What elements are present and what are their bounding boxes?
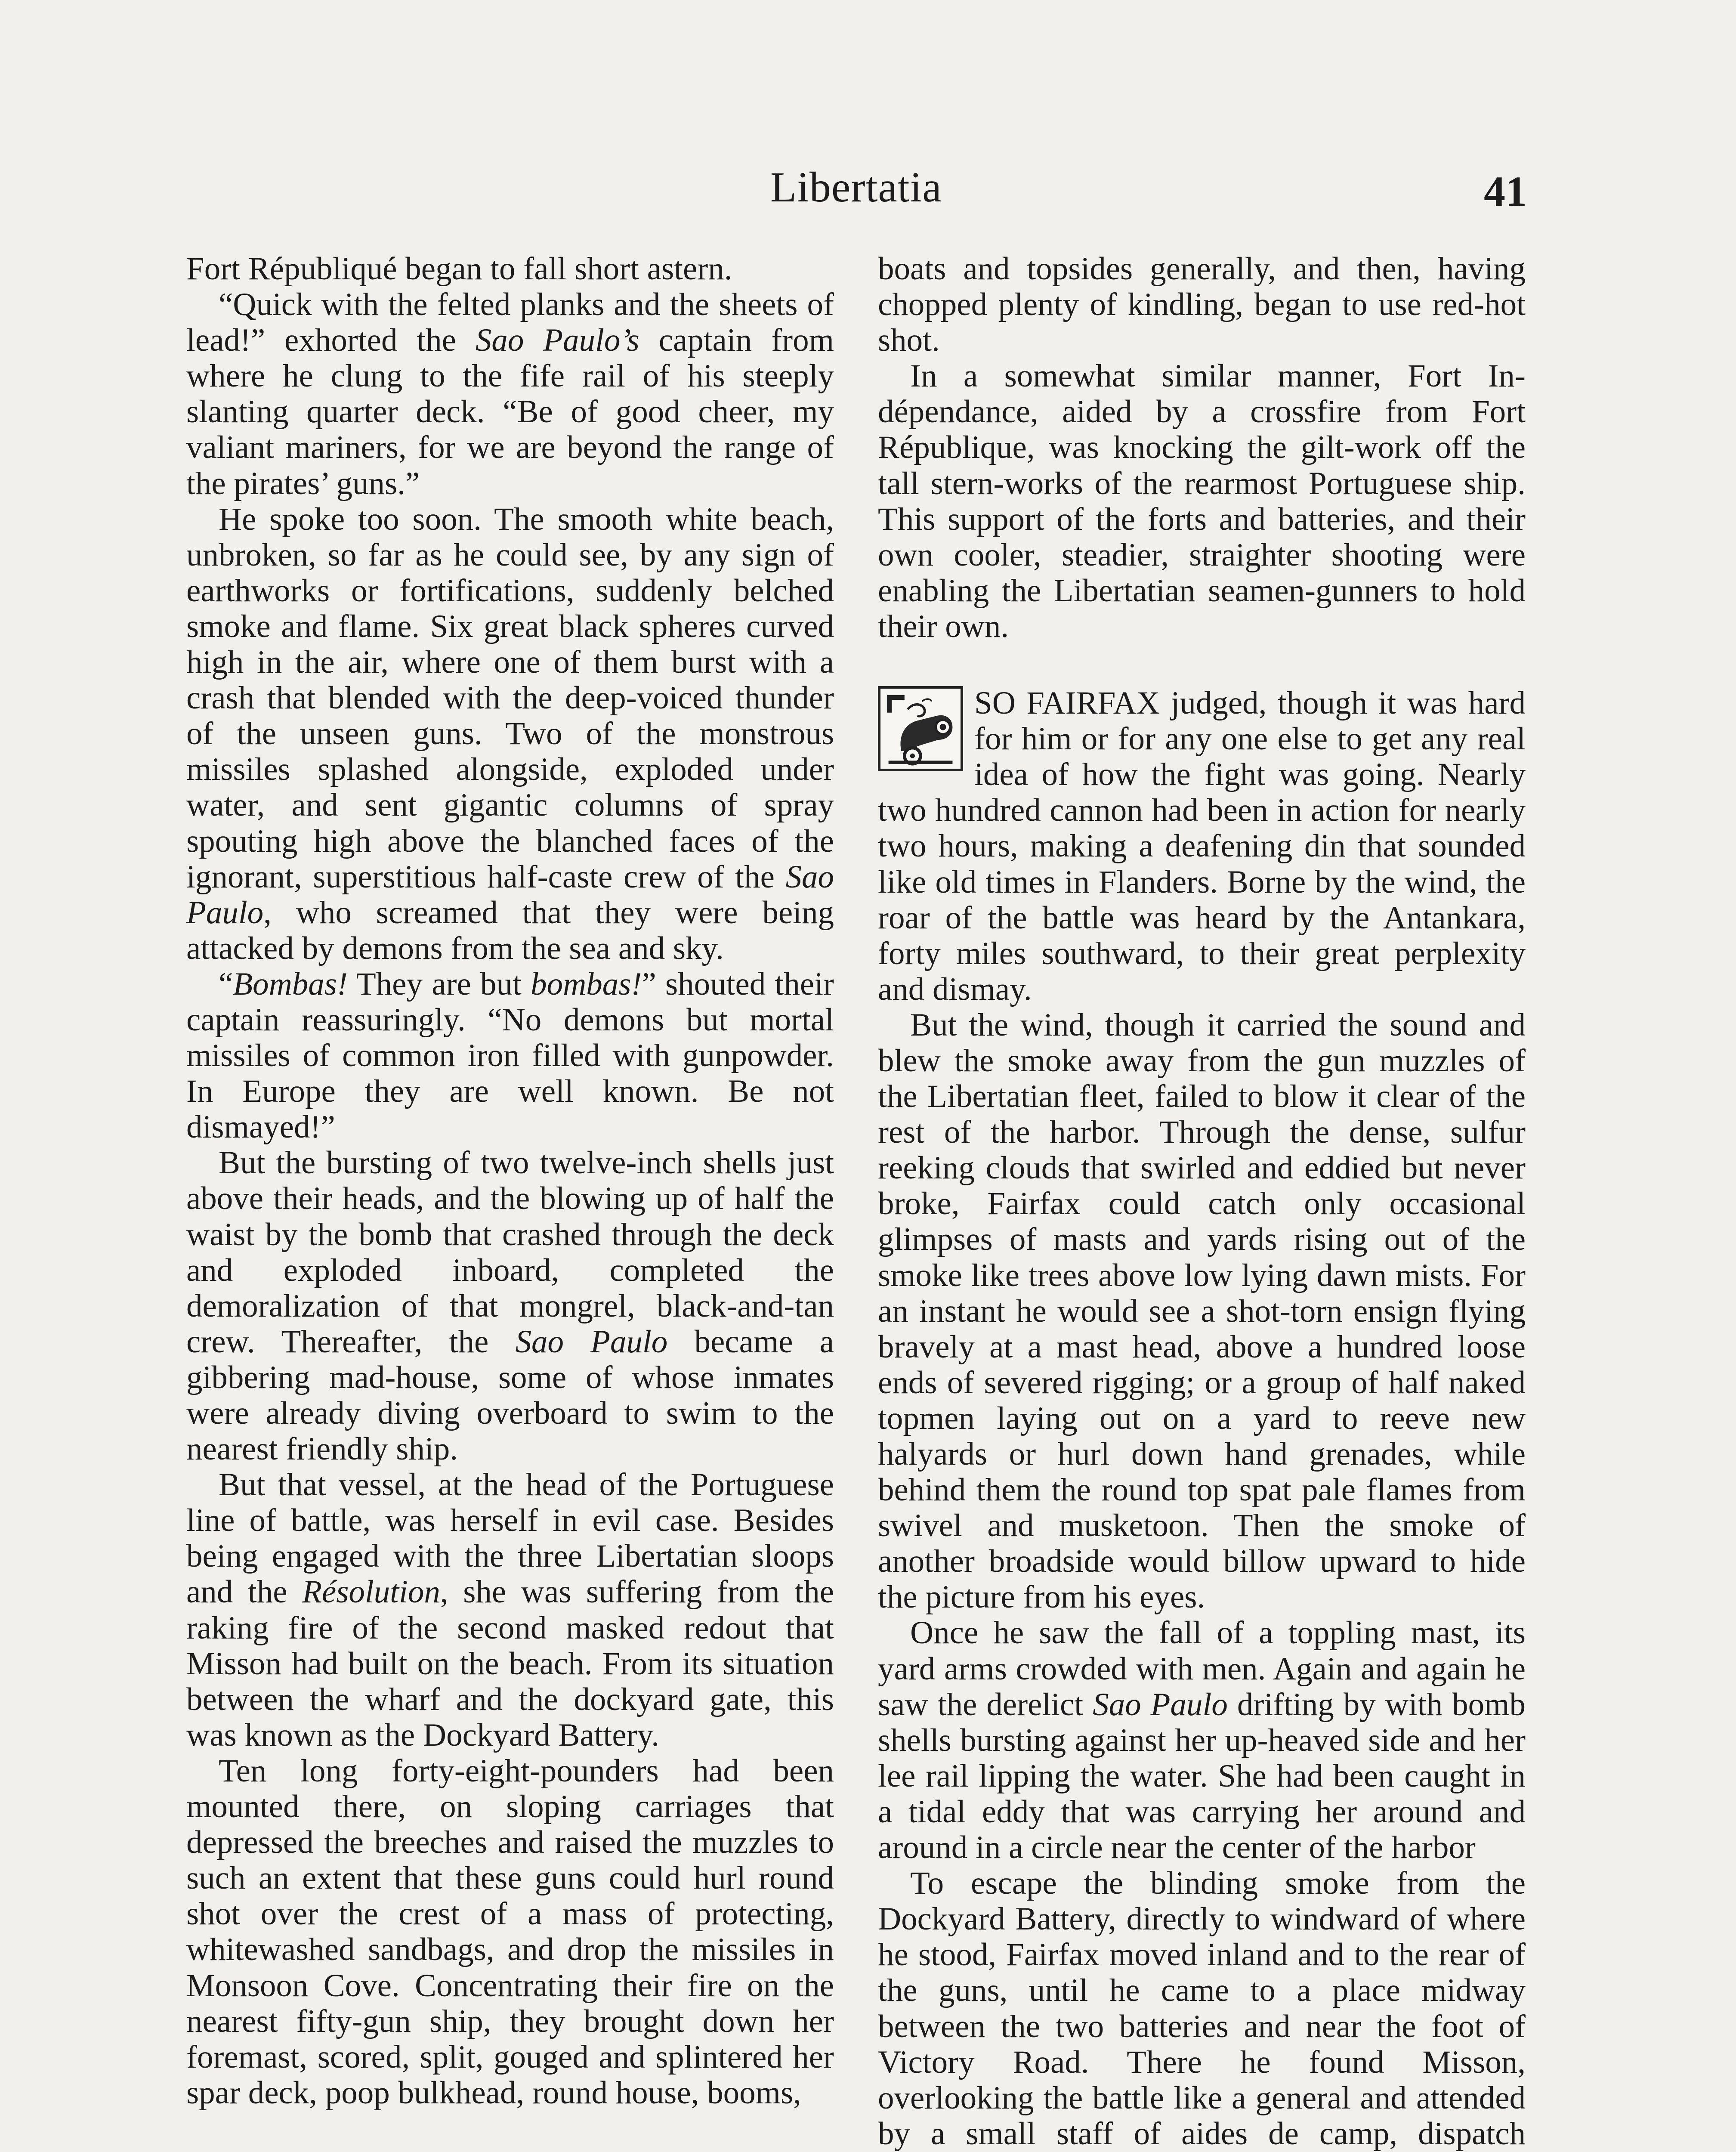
section-start-paragraph: SO FAIRFAX judged, though it was hard for him or for any one else to get any real idea of how the fight was going. Nearly two hundred cannon had been in action for nearly two hours, making a deafening din that sounded like old times in Flanders. Borne by the wind, the roar of the battle was heard by the Antankara, forty miles southward, to their great perplexity and dismay. xyxy=(878,685,1526,1007)
paragraph: To escape the blinding smoke from the Dockyard Battery, directly to windward of where he stood, Fairfax moved inland and to the rear of the guns, until he came to a place midway between the two batteries and near the foot of Victory Road. There he found Misson, overlooking the battle like a general and attended by a small staff of aides de camp, dispatch xyxy=(878,1865,1526,2152)
paragraph: But that vessel, at the head of the Portuguese line of battle, was herself in evil case. Besides being engaged with the three Libertatian sloops and the Résolution, she was suffering from the raking fire of the second masked redout that Misson had built on the beach. From its situation between the wharf and the dockyard gate, this was known as the Dockyard Battery. xyxy=(186,1467,834,1753)
right-column xyxy=(878,251,1526,2152)
page-title: Libertatia xyxy=(770,163,942,211)
paragraph: “Quick with the felted planks and the sheets of lead!” exhorted the Sao Paulo’s captain from where he clung to the fife rail of his steeply slanting quarter deck. “Be of good cheer, my valiant mariners, for we are beyond the range of the pirates’ guns.” xyxy=(186,287,834,501)
paragraph: boats and topsides generally, and then, having chopped plenty of kindling, began to use red-hot shot. xyxy=(878,251,1526,359)
paragraph: Ten long forty-eight-pounders had been mounted there, on sloping carriages that depressed the breeches and raised the muzzles to such an extent that these guns could hurl round shot over the crest of a mass of protecting, whitewashed sandbags, and drop the missiles in Monsoon Cove. Concentrating their fire on the nearest fifty-gun ship, they brought down her foremast, scored, split, gouged and splintered her spar deck, poop bulkhead, round house, booms, xyxy=(186,1753,834,2111)
paragraph: In a somewhat similar manner, Fort Indépendance, aided by a crossfire from Fort République, was knocking the gilt-work off the tall stern-works of the rearmost Portuguese ship. This support of the forts and batteries, and their own cooler, steadier, straighter shooting were enabling the Libertatian seamen-gunners to hold their own. xyxy=(878,358,1526,644)
left-column xyxy=(186,251,834,2111)
cannon-ornament-icon xyxy=(878,686,963,771)
paragraph: He spoke too soon. The smooth white beach, unbroken, so far as he could see, by any sign of earthworks or fortifications, suddenly belched smoke and flame. Six great black spheres curved high in the air, where one of them burst with a crash that blended with the deep-voiced thunder of the unseen guns. Two of the monstrous missiles splashed alongside, exploded under water, and sent gigantic columns of spray spouting high above the blanched faces of the ignorant, superstitious half-caste crew of the Sao Paulo, who screamed that they were being attacked by demons from the sea and sky. xyxy=(186,501,834,966)
page-number: 41 xyxy=(1484,167,1527,215)
paragraph: Fort Républiqué began to fall short astern. xyxy=(186,251,732,287)
paragraph: “Bombas! They are but bombas!” shouted their captain reassuringly. “No demons but mortal missiles of common iron filled with gunpowder. In Europe they are well known. Be not dismayed!” xyxy=(186,966,834,1145)
paragraph: But the bursting of two twelve-inch shells just above their heads, and the blowing up of half the waist by the bomb that crashed through the deck and exploded inboard, completed the demoralization of that mongrel, black-and-tan crew. Thereafter, the Sao Paulo became a gibbering mad-house, some of whose inmates were already diving overboard to swim to the nearest friendly ship. xyxy=(186,1145,834,1467)
paragraph: But the wind, though it carried the sound and blew the smoke away from the gun muzzles of the Libertatian fleet, failed to blow it clear of the rest of the harbor. Through the dense, sulfur reeking clouds that swirled and eddied but never broke, Fairfax could catch only occasional glimpses of masts and yards rising out of the smoke like trees above low lying dawn mists. For an instant he would see a shot-torn ensign flying bravely at a mast head, above a hundred loose ends of severed rigging; or a group of half naked topmen laying out on a yard to reeve new halyards or hurl down hand grenades, while behind them the round top spat pale flames from swivel and musketoon. Then the smoke of another broadside would billow upward to hide the picture from his eyes. xyxy=(878,1007,1526,1615)
paragraph: Once he saw the fall of a toppling mast, its yard arms crowded with men. Again and again he saw the derelict Sao Paulo drifting by with bomb shells bursting against her up-heaved side and her lee rail lipping the water. She had been caught in a tidal eddy that was carrying her around and around in a circle near the center of the harbor xyxy=(878,1615,1526,1866)
